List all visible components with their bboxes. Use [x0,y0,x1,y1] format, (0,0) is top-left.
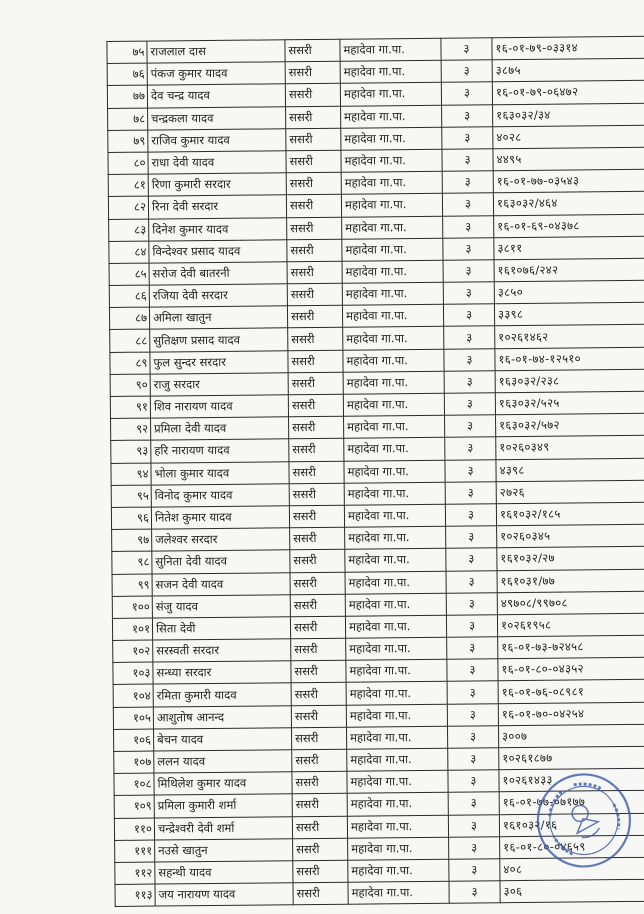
municipality-cell: महादेवा गा.पा. [344,482,445,505]
district-cell: ससरी [290,550,345,573]
name-cell: भोला कुमार यादव [151,461,289,485]
id-number-cell: १६१०३१/७७ [497,569,644,593]
district-cell: ससरी [291,638,346,661]
name-cell: सन्ध्या सरदार [153,661,291,685]
id-number-cell: १६-०१-८०-०४६५९ [500,835,644,859]
ward-cell: ३ [445,504,496,527]
serial-number-cell: १०६ [114,729,154,752]
name-cell: बेचन यादव [154,728,292,752]
serial-number-cell: ७९ [108,130,148,153]
serial-number-cell: १०५ [113,707,153,730]
name-cell: रिणा कुमारी सरदार [148,173,286,197]
name-cell: मिथिलेश कुमार यादव [154,772,292,796]
district-cell: ससरी [285,39,340,62]
serial-number-cell: ८६ [109,285,149,308]
id-number-cell: १६३०३२/४६४ [493,192,644,216]
district-cell: ससरी [292,816,347,839]
id-number-cell: ४०२८ [493,125,644,149]
id-number-cell: १६-०१-७४-१२५१० [495,347,644,371]
municipality-cell: महादेवा गा.पा. [342,305,443,328]
serial-number-cell: १०३ [113,662,153,685]
municipality-cell: महादेवा गा.पा. [342,260,443,283]
name-cell: सहन्थी यादव [155,861,293,885]
id-number-cell: १६१०३२/१६ [499,813,644,837]
serial-number-cell: १०९ [114,795,154,818]
serial-number-cell: ९७ [112,529,152,552]
municipality-cell: महादेवा गा.पा. [345,593,446,616]
municipality-cell: महादेवा गा.पा. [345,526,446,549]
name-cell: हरि नारायण यादव [151,439,289,463]
ward-cell: ३ [446,570,497,593]
name-cell: चन्द्रकला यादव [148,106,286,130]
ward-cell: ३ [448,748,499,771]
name-cell: राजलाल दास [147,40,285,64]
id-number-cell: ३००७ [498,724,644,748]
ward-cell: ३ [449,881,500,904]
district-cell: ससरी [287,261,342,284]
serial-number-cell: ९१ [110,396,150,419]
municipality-cell: महादेवा गा.पा. [348,859,449,882]
name-cell: ललन यादव [154,750,292,774]
district-cell: ससरी [286,150,341,173]
name-cell: नितेश कुमार यादव [151,506,289,530]
municipality-cell: महादेवा गा.पा. [343,327,444,350]
name-cell: सुनिता देवी यादव [152,550,290,574]
id-number-cell: १६-०१-७६-०८९८१ [498,680,644,704]
name-cell: चन्द्रेश्वरी देवी शर्मा [154,816,292,840]
id-number-cell: १६-०१-८०-०४३५२ [498,657,644,681]
serial-number-cell: ९९ [112,574,152,597]
id-number-cell: १६१०७६/२४२ [494,258,644,282]
municipality-cell: महादेवा गा.पा. [341,127,442,150]
ward-cell: ३ [448,792,499,815]
ward-cell: ३ [447,659,498,682]
id-number-cell: १६-०१-६९-०४३७८ [494,214,644,238]
district-cell: ससरी [288,394,343,417]
municipality-cell: महादेवा गा.पा. [347,748,448,771]
name-cell: जय नारायण यादव [155,883,293,907]
district-cell: ससरी [287,305,342,328]
ward-cell: ३ [444,393,495,416]
id-number-cell: १६-०१-७९-०३३१४ [492,36,644,60]
id-number-cell: १०२६१४३३ [499,768,644,792]
id-number-cell: १६१०३२/२७ [497,546,644,570]
district-cell: ससरी [287,239,342,262]
name-cell: देव चन्द्र यादव [147,84,285,108]
municipality-cell: महादेवा गा.पा. [341,149,442,172]
id-number-cell: ४९७०८/९९७०८ [497,591,644,615]
serial-number-cell: ९२ [111,418,151,441]
municipality-cell: महादेवा गा.पा. [341,171,442,194]
municipality-cell: महादेवा गा.पा. [346,704,447,727]
id-number-cell: १६३०३२/५७२ [496,413,644,437]
district-cell: ससरी [290,572,345,595]
municipality-cell: महादेवा गा.पा. [346,659,447,682]
ward-cell: ३ [449,859,500,882]
district-cell: ससरी [287,283,342,306]
serial-number-cell: ८१ [108,174,148,197]
name-cell: पंकज कुमार यादव [147,62,285,86]
serial-number-cell: १०८ [114,773,154,796]
name-cell: सिता देवी [152,617,290,641]
serial-number-cell: ७६ [107,63,147,86]
district-cell: ससरी [291,683,346,706]
ward-cell: ३ [449,836,500,859]
name-cell: सरस्वती सरदार [153,639,291,663]
municipality-cell: महादेवा गा.पा. [348,881,449,904]
district-cell: ससरी [292,749,347,772]
ward-cell: ३ [445,459,496,482]
municipality-cell: महादेवा गा.पा. [342,216,443,239]
municipality-cell: महादेवा गा.पा. [345,615,446,638]
municipality-cell: महादेवा गा.पा. [342,282,443,305]
id-number-cell: ४४९५ [493,147,644,171]
district-cell: ससरी [293,882,348,905]
name-cell: सुतिक्षण प्रसाद यादव [150,328,288,352]
id-number-cell: ३८११ [494,236,644,260]
district-cell: ससरी [287,217,342,240]
name-cell: राजु सरदार [150,373,288,397]
municipality-cell: महादेवा गा.पा. [346,726,447,749]
municipality-cell: महादेवा गा.पा. [346,682,447,705]
serial-number-cell: ८४ [109,241,149,264]
name-cell: प्रमिला देवी यादव [151,417,289,441]
ward-cell: ३ [443,282,494,305]
ward-cell: ३ [446,592,497,615]
ward-cell: ३ [442,127,493,150]
name-cell: प्रमिला कुमारी शर्मा [154,794,292,818]
id-number-cell: ३८५० [494,280,644,304]
name-cell: सरोज देवी बातरनी [149,262,287,286]
serial-number-cell: ८८ [110,330,150,353]
id-number-cell: १६-०१-७७-०७१७७ [499,791,644,815]
ward-cell: ३ [446,548,497,571]
municipality-cell: महादेवा गा.पा. [341,194,442,217]
serial-number-cell: ११० [114,818,154,841]
serial-number-cell: १०१ [112,618,152,641]
district-cell: ससरी [286,172,341,195]
serial-number-cell: ८० [108,152,148,175]
ward-cell: ३ [445,437,496,460]
id-number-cell: १६१०३२/१८५ [496,502,644,526]
serial-number-cell: ११३ [115,884,155,907]
ward-cell: ३ [442,104,493,127]
municipality-cell: महादेवा गा.पा. [346,637,447,660]
ward-cell: ३ [446,526,497,549]
district-cell: ससरी [286,106,341,129]
municipality-cell: महादेवा गा.पा. [340,38,441,61]
serial-number-cell: ७५ [107,41,147,64]
district-cell: ससरी [286,128,341,151]
municipality-cell: महादेवा गा.पा. [340,83,441,106]
district-cell: ससरी [286,195,341,218]
id-number-cell: ३०६ [500,879,644,903]
serial-number-cell: १०७ [114,751,154,774]
serial-number-cell: ९८ [112,551,152,574]
ward-cell: ३ [445,482,496,505]
district-cell: ससरी [291,727,346,750]
name-cell: आशुतोष आनन्द [153,705,291,729]
id-number-cell: १०२६०३४९ [496,436,644,460]
district-cell: ससरी [285,84,340,107]
ward-cell: ३ [442,149,493,172]
district-cell: ससरी [289,505,344,528]
name-cell: रजिया देवी सरदार [149,284,287,308]
id-number-cell: १६-०१-७७-०३५४३ [493,169,644,193]
id-number-cell: ३८७५ [492,58,644,82]
municipality-cell: महादेवा गा.पा. [347,770,448,793]
name-cell: राजिव कुमार यादव [148,129,286,153]
name-cell: शिव नारायण यादव [150,395,288,419]
name-cell: विनोद कुमार यादव [151,483,289,507]
municipality-cell: महादेवा गा.पा. [347,815,448,838]
name-cell: विन्देश्वर प्रसाद यादव [149,239,287,263]
ward-cell: ३ [444,371,495,394]
id-number-cell: १०२६०३४५ [497,524,644,548]
ward-cell: ३ [443,237,494,260]
district-cell: ससरी [290,527,345,550]
serial-number-cell: ८९ [110,352,150,375]
ward-cell: ३ [447,637,498,660]
serial-number-cell: १११ [115,840,155,863]
id-number-cell: १६३०३२/३४ [493,103,644,127]
id-number-cell: २७२६ [496,480,644,504]
id-number-cell: ३३९८ [494,302,644,326]
ward-cell: ३ [447,703,498,726]
id-number-cell: १६३०३२/५२५ [495,391,644,415]
id-number-cell: ४३९८ [496,458,644,482]
ward-cell: ३ [444,348,495,371]
municipality-cell: महादेवा गा.पा. [340,60,441,83]
municipality-cell: महादेवा गा.पा. [343,393,444,416]
name-cell: राधा देवी यादव [148,151,286,175]
district-cell: ससरी [290,616,345,639]
ward-cell: ३ [447,681,498,704]
serial-number-cell: ९५ [111,485,151,508]
municipality-cell: महादेवा गा.पा. [345,571,446,594]
ward-cell: ३ [441,60,492,83]
name-cell: रिना देवी सरदार [148,195,286,219]
municipality-cell: महादेवा गा.पा. [341,105,442,128]
name-cell: दिनेश कुमार यादव [149,217,287,241]
serial-number-cell: १०२ [113,640,153,663]
municipality-cell: महादेवा गा.पा. [344,504,445,527]
district-cell: ससरी [285,61,340,84]
name-cell: फुल सुन्दर सरदार [150,350,288,374]
id-number-cell: १०२६१९५८ [497,613,644,637]
serial-number-cell: ७८ [108,108,148,131]
district-cell: ससरी [289,416,344,439]
district-cell: ससरी [288,328,343,351]
id-number-cell: १६-०१-७०-०४२५४ [498,702,644,726]
ward-cell: ३ [441,82,492,105]
id-number-cell: १६३०३२/२३८ [495,369,644,393]
id-number-cell: ४०८ [500,857,644,881]
ward-cell: ३ [446,615,497,638]
district-cell: ससरी [288,350,343,373]
serial-number-cell: ९३ [111,440,151,463]
serial-number-cell: ९६ [111,507,151,530]
name-cell: जलेश्वर सरदार [152,528,290,552]
serial-number-cell: ८३ [109,219,149,242]
municipality-cell: महादेवा गा.पा. [345,549,446,572]
municipality-cell: महादेवा गा.पा. [348,837,449,860]
serial-number-cell: ९४ [111,463,151,486]
ward-cell: ३ [448,814,499,837]
serial-number-cell: १०० [112,596,152,619]
id-number-cell: १६-०१-७३-७२४५८ [498,635,644,659]
ward-cell: ३ [444,326,495,349]
serial-number-cell: ८५ [109,263,149,286]
ward-cell: ३ [448,770,499,793]
name-cell: सजन देवी यादव [152,572,290,596]
serial-number-cell: ११२ [115,862,155,885]
municipality-cell: महादेवा गा.पा. [344,415,445,438]
district-cell: ससरी [292,771,347,794]
ward-cell: ३ [442,193,493,216]
name-cell: रमिता कुमारी यादव [153,683,291,707]
name-cell: नउसे खातुन [155,838,293,862]
municipality-cell: महादेवा गा.पा. [347,793,448,816]
district-cell: ससरी [291,660,346,683]
serial-number-cell: ८२ [108,196,148,219]
district-cell: ससरी [292,794,347,817]
name-cell: संजु यादव [152,594,290,618]
district-cell: ससरी [289,483,344,506]
id-number-cell: १०२६१४६२ [495,325,644,349]
ward-cell: ३ [441,38,492,61]
id-number-cell: १६-०१-७९-०६४७२ [492,81,644,105]
district-cell: ससरी [289,439,344,462]
district-cell: ससरी [289,461,344,484]
ward-cell: ३ [445,415,496,438]
municipality-cell: महादेवा गा.पा. [344,460,445,483]
district-cell: ससरी [293,838,348,861]
district-cell: ससरी [288,372,343,395]
municipality-cell: महादेवा गा.पा. [343,371,444,394]
ward-cell: ३ [443,260,494,283]
serial-number-cell: १०४ [113,684,153,707]
ward-cell: ३ [443,304,494,327]
ward-cell: ३ [443,215,494,238]
district-cell: ससरी [290,594,345,617]
serial-number-cell: ७७ [107,85,147,108]
municipality-cell: महादेवा गा.पा. [344,438,445,461]
district-cell: ससरी [291,705,346,728]
district-cell: ससरी [293,860,348,883]
serial-number-cell: ९० [110,374,150,397]
municipality-cell: महादेवा गा.पा. [343,349,444,372]
id-number-cell: १०२६१८७७ [499,746,644,770]
ward-cell: ३ [442,171,493,194]
municipality-cell: महादेवा गा.पा. [342,238,443,261]
ward-cell: ३ [447,726,498,749]
serial-number-cell: ८७ [109,307,149,330]
name-cell: अमिला खातुन [149,306,287,330]
